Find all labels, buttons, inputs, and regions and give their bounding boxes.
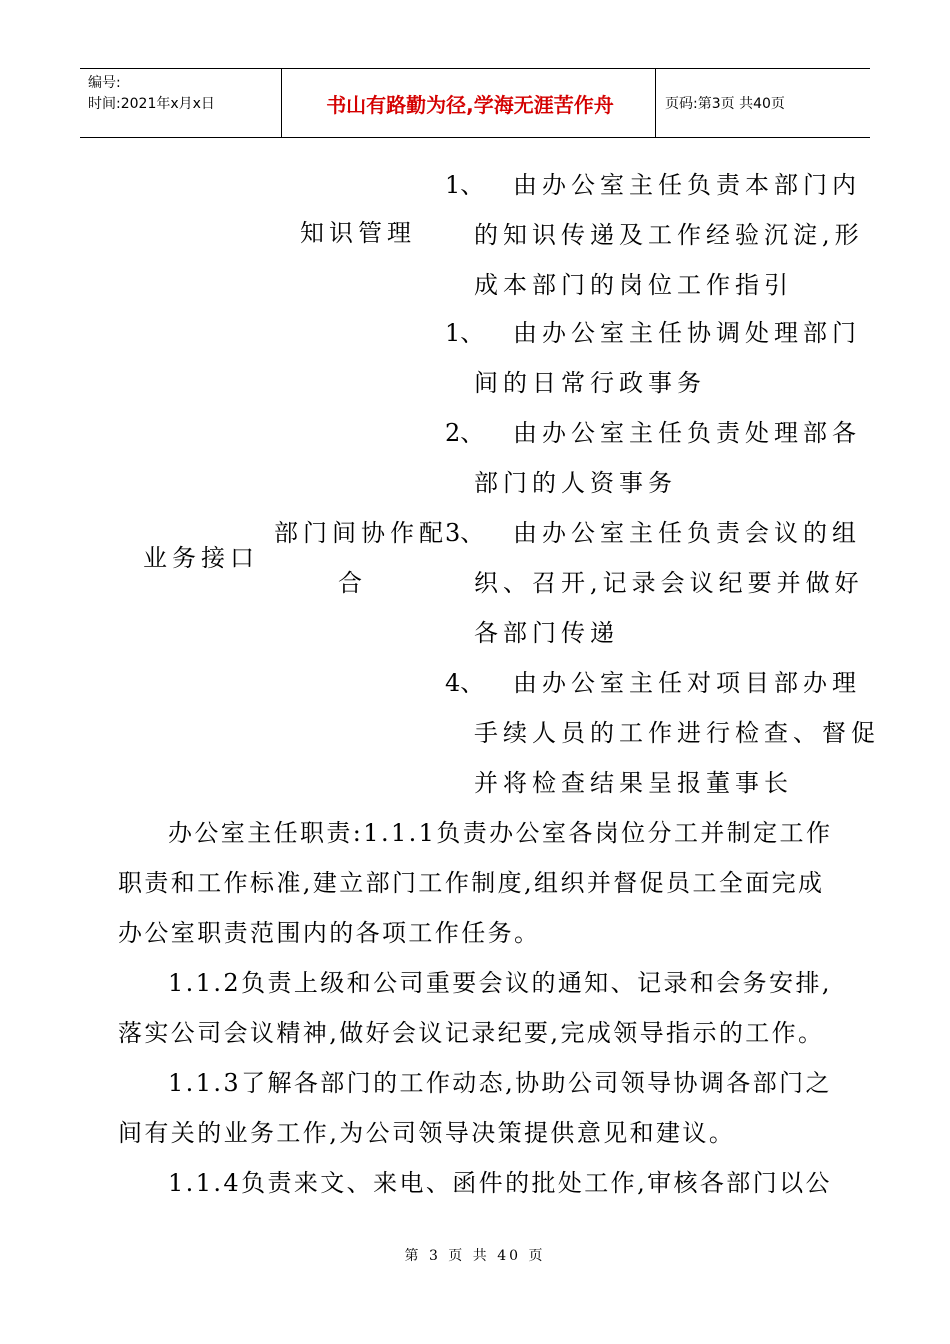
cooperation-title: 部门间协作配 <box>274 519 448 547</box>
header-divider <box>655 69 656 137</box>
time-label: 时间:2021年x月x日 <box>88 96 215 112</box>
paragraph <box>118 958 840 1058</box>
item-line: 部门的人资事务 <box>474 469 677 497</box>
header-page-label: 页码:第3页 共40页 <box>665 96 785 112</box>
item-line: 织、召开,记录会议纪要并做好 <box>474 569 864 597</box>
item-line: 由办公室主任负责处理部各 <box>513 419 861 447</box>
item-line: 由办公室主任协调处理部门 <box>513 319 861 347</box>
paragraph <box>118 1158 840 1208</box>
header-motto: 书山有路勤为径,学海无涯苦作舟 <box>326 93 614 117</box>
paragraph-text: 办公室主任职责:1.1.1负责办公室各岗位分工并制定工作职责和工作标准,建立部门工作制度,组织并督促员工全面完成办公室职责范围内的各项工作任务。 <box>118 819 833 947</box>
paragraph-text: 1.1.2负责上级和公司重要会议的通知、记录和会务安排,落实公司会议精神,做好会议记录纪要,完成领导指示的工作。 <box>118 969 832 1047</box>
item-number: 4、 <box>445 669 485 697</box>
item-number: 3、 <box>445 519 485 547</box>
paragraph-text: 1.1.3了解各部门的工作动态,协助公司领导协调各部门之间有关的业务工作,为公司领导决策提供意见和建议。 <box>118 1069 832 1147</box>
paragraph <box>118 1058 840 1158</box>
header-divider <box>281 69 282 137</box>
page-footer: 第 3 页 共 40 页 <box>404 1248 546 1264</box>
item-line: 间的日常行政事务 <box>474 369 706 397</box>
item-number: 1、 <box>445 171 485 199</box>
item-line: 并将检查结果呈报董事长 <box>474 769 793 797</box>
category-label: 业务接口 <box>143 544 259 572</box>
number-label: 编号: <box>88 75 121 91</box>
paragraph <box>118 808 840 958</box>
item-number: 1、 <box>445 319 485 347</box>
item-line: 由办公室主任负责会议的组 <box>513 519 861 547</box>
item-line: 成本部门的岗位工作指引 <box>474 271 793 299</box>
item-line: 由办公室主任负责本部门内 <box>513 171 861 199</box>
item-number: 2、 <box>445 419 485 447</box>
paragraph-text: 1.1.4负责来文、来电、函件的批处工作,审核各部门以公 <box>168 1169 832 1197</box>
page-header <box>80 68 870 138</box>
item-line: 各部门传递 <box>474 619 619 647</box>
cooperation-title-cont: 合 <box>338 569 367 597</box>
knowledge-title: 知识管理 <box>300 219 416 247</box>
header-info <box>88 73 215 115</box>
item-line: 的知识传递及工作经验沉淀,形 <box>474 221 864 249</box>
item-line: 手续人员的工作进行检查、督促 <box>474 719 880 747</box>
item-line: 由办公室主任对项目部办理 <box>513 669 861 697</box>
